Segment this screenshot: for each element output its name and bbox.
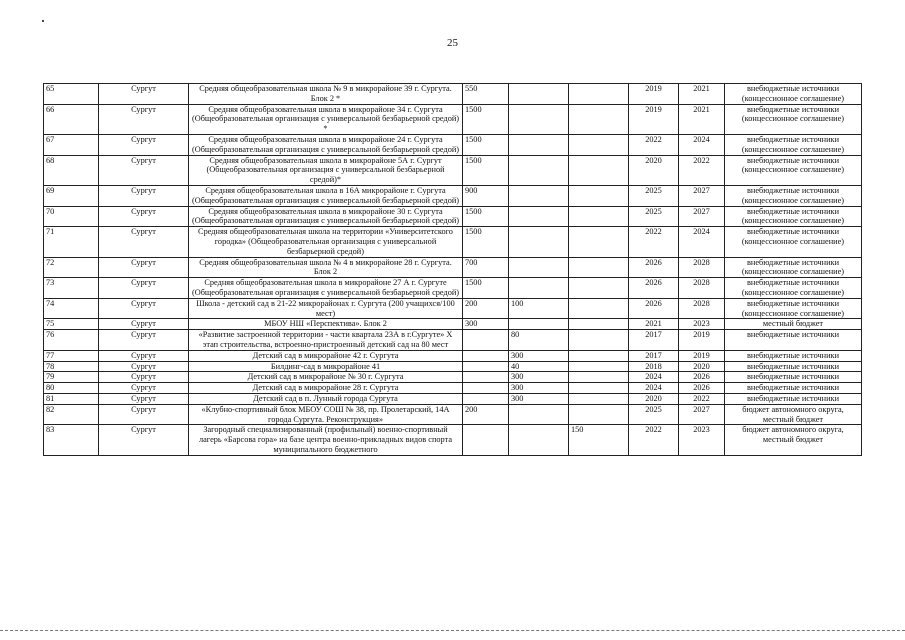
row-number: 69 (44, 185, 99, 206)
scan-speck (42, 20, 44, 22)
row-capacity-other (569, 393, 629, 404)
row-start-year: 2025 (629, 185, 679, 206)
row-capacity-kindergarten (509, 155, 569, 185)
row-end-year: 2026 (679, 383, 725, 394)
row-capacity-kindergarten: 300 (509, 383, 569, 394)
row-municipality: Сургут (99, 425, 189, 455)
row-capacity-kindergarten: 80 (509, 330, 569, 351)
row-capacity-school: 900 (463, 185, 509, 206)
row-capacity-other (569, 383, 629, 394)
row-municipality: Сургут (99, 330, 189, 351)
row-funding-source: внебюджетные источники (концессионное соглашение) (725, 185, 862, 206)
row-capacity-school: 1500 (463, 206, 509, 227)
row-object-name: Средняя общеобразовательная школа в микрорайоне 34 г. Сургута (Общеобразовательная организация с универсальной безбарьерной средой) * (189, 104, 463, 134)
row-end-year: 2022 (679, 155, 725, 185)
row-end-year: 2027 (679, 206, 725, 227)
row-funding-source: внебюджетные источники (концессионное соглашение) (725, 84, 862, 105)
row-number: 81 (44, 393, 99, 404)
row-end-year: 2022 (679, 393, 725, 404)
row-capacity-other (569, 278, 629, 299)
row-object-name: Детский сад в микрорайоне 42 г. Сургута (189, 350, 463, 361)
row-capacity-kindergarten (509, 84, 569, 105)
row-municipality: Сургут (99, 155, 189, 185)
table-row (44, 155, 862, 185)
row-number: 77 (44, 350, 99, 361)
row-municipality: Сургут (99, 257, 189, 278)
row-funding-source: внебюджетные источники (концессионное соглашение) (725, 104, 862, 134)
row-municipality: Сургут (99, 350, 189, 361)
row-funding-source: внебюджетные источники (725, 372, 862, 383)
row-object-name: Средняя общеобразовательная школа № 9 в микрорайоне 39 г. Сургута. Блок 2 * (189, 84, 463, 105)
row-capacity-other (569, 104, 629, 134)
row-end-year: 2021 (679, 84, 725, 105)
row-capacity-kindergarten: 300 (509, 372, 569, 383)
row-municipality: Сургут (99, 104, 189, 134)
table-row (44, 350, 862, 361)
row-end-year: 2024 (679, 227, 725, 257)
row-object-name: МБОУ НШ «Перспектива». Блок 2 (189, 319, 463, 330)
row-funding-source: внебюджетные источники (725, 361, 862, 372)
row-end-year: 2027 (679, 404, 725, 425)
row-capacity-school: 1500 (463, 104, 509, 134)
row-capacity-school: 300 (463, 319, 509, 330)
row-start-year: 2021 (629, 319, 679, 330)
row-object-name: Средняя общеобразовательная школа в микрорайоне 27 А г. Сургуте (Общеобразовательная организация с универсальной безбарьерной средой) (189, 278, 463, 299)
row-number: 72 (44, 257, 99, 278)
row-capacity-school (463, 425, 509, 455)
row-end-year: 2024 (679, 134, 725, 155)
table-row (44, 298, 862, 319)
row-funding-source: внебюджетные источники (концессионное соглашение) (725, 257, 862, 278)
row-funding-source: внебюджетные источники (725, 383, 862, 394)
row-number: 79 (44, 372, 99, 383)
row-object-name: Детский сад в микрорайоне № 30 г. Сургута (189, 372, 463, 383)
row-end-year: 2028 (679, 298, 725, 319)
row-capacity-other (569, 372, 629, 383)
row-funding-source: внебюджетные источники (концессионное соглашение) (725, 155, 862, 185)
row-capacity-school: 200 (463, 404, 509, 425)
row-end-year: 2019 (679, 350, 725, 361)
row-end-year: 2023 (679, 425, 725, 455)
row-funding-source: внебюджетные источники (концессионное соглашение) (725, 134, 862, 155)
row-object-name: Загородный специализированный (профильный) военно-спортивный лагерь «Барсова гора» на базе центра военно-прикладных видов спорта муниципального бюджетного (189, 425, 463, 455)
row-funding-source: внебюджетные источники (концессионное соглашение) (725, 227, 862, 257)
row-municipality: Сургут (99, 278, 189, 299)
row-municipality: Сургут (99, 84, 189, 105)
row-municipality: Сургут (99, 361, 189, 372)
row-object-name: Средняя общеобразовательная школа в микрорайоне 30 г. Сургута (Общеобразовательная организация с универсальной безбарьерной средой) (189, 206, 463, 227)
capital-projects-table (43, 83, 862, 456)
row-object-name: Средняя общеобразовательная школа в микрорайоне 5А г. Сургут (Общеобразовательная организация с универсальной безбарьерной средой)* (189, 155, 463, 185)
row-capacity-school: 200 (463, 298, 509, 319)
row-end-year: 2027 (679, 185, 725, 206)
row-object-name: Школа - детский сад в 21-22 микрорайонах г. Сургута (200 учащихся/100 мест) (189, 298, 463, 319)
row-object-name: Детский сад в п. Лунный города Сургута (189, 393, 463, 404)
row-capacity-kindergarten: 40 (509, 361, 569, 372)
table-row (44, 393, 862, 404)
row-start-year: 2024 (629, 383, 679, 394)
table-row (44, 257, 862, 278)
row-capacity-other (569, 319, 629, 330)
row-capacity-kindergarten (509, 257, 569, 278)
row-capacity-school: 1500 (463, 134, 509, 155)
row-end-year: 2020 (679, 361, 725, 372)
row-object-name: Детский сад в микрорайоне 28 г. Сургута (189, 383, 463, 394)
row-end-year: 2028 (679, 257, 725, 278)
row-end-year: 2023 (679, 319, 725, 330)
row-capacity-kindergarten (509, 185, 569, 206)
row-number: 75 (44, 319, 99, 330)
row-capacity-kindergarten (509, 319, 569, 330)
row-end-year: 2019 (679, 330, 725, 351)
row-end-year: 2028 (679, 278, 725, 299)
row-end-year: 2021 (679, 104, 725, 134)
row-capacity-kindergarten: 300 (509, 350, 569, 361)
row-start-year: 2022 (629, 227, 679, 257)
row-number: 73 (44, 278, 99, 299)
row-capacity-kindergarten: 300 (509, 393, 569, 404)
row-capacity-kindergarten (509, 278, 569, 299)
row-funding-source: внебюджетные источники (725, 330, 862, 351)
row-start-year: 2026 (629, 278, 679, 299)
table-row (44, 206, 862, 227)
row-capacity-kindergarten (509, 104, 569, 134)
row-start-year: 2020 (629, 155, 679, 185)
row-funding-source: внебюджетные источники (концессионное соглашение) (725, 298, 862, 319)
row-municipality: Сургут (99, 372, 189, 383)
table-row (44, 278, 862, 299)
table-row (44, 319, 862, 330)
row-number: 80 (44, 383, 99, 394)
row-capacity-other (569, 330, 629, 351)
row-municipality: Сургут (99, 227, 189, 257)
row-capacity-school (463, 393, 509, 404)
page-bottom-edge (0, 630, 905, 631)
row-capacity-other (569, 298, 629, 319)
row-capacity-other (569, 206, 629, 227)
row-object-name: Билдинг-сад в микрорайоне 41 (189, 361, 463, 372)
row-start-year: 2025 (629, 206, 679, 227)
row-capacity-kindergarten (509, 206, 569, 227)
table-row (44, 134, 862, 155)
row-capacity-school (463, 350, 509, 361)
row-capacity-kindergarten (509, 134, 569, 155)
row-capacity-other (569, 350, 629, 361)
row-funding-source: бюджет автономного округа, местный бюджет (725, 404, 862, 425)
row-start-year: 2020 (629, 393, 679, 404)
table-row (44, 104, 862, 134)
row-start-year: 2022 (629, 425, 679, 455)
row-funding-source: местный бюджет (725, 319, 862, 330)
row-funding-source: внебюджетные источники (725, 393, 862, 404)
row-municipality: Сургут (99, 298, 189, 319)
row-number: 65 (44, 84, 99, 105)
row-capacity-other (569, 361, 629, 372)
table-row (44, 383, 862, 394)
row-funding-source: внебюджетные источники (725, 350, 862, 361)
row-start-year: 2017 (629, 350, 679, 361)
page-number: 25 (447, 37, 458, 49)
row-capacity-school (463, 383, 509, 394)
row-capacity-school: 1500 (463, 278, 509, 299)
row-municipality: Сургут (99, 134, 189, 155)
row-municipality: Сургут (99, 185, 189, 206)
row-capacity-school (463, 330, 509, 351)
row-object-name: Средняя общеобразовательная школа в микрорайоне 24 г. Сургута (Общеобразовательная организация с универсальной безбарьерной средой) (189, 134, 463, 155)
row-capacity-other: 150 (569, 425, 629, 455)
row-capacity-other (569, 227, 629, 257)
row-municipality: Сургут (99, 404, 189, 425)
row-object-name: «Развитие застроенной территории - части квартала 23А в г.Сургуте» Х этап строительства, встроенно-пристроенный детский сад на 80 мест (189, 330, 463, 351)
row-capacity-other (569, 84, 629, 105)
table-row (44, 84, 862, 105)
row-capacity-other (569, 404, 629, 425)
row-capacity-other (569, 155, 629, 185)
row-start-year: 2026 (629, 298, 679, 319)
table-row (44, 227, 862, 257)
row-capacity-school: 550 (463, 84, 509, 105)
row-object-name: Средняя общеобразовательная школа в 16А микрорайоне г. Сургута (Общеобразовательная организация с универсальной безбарьерной средой) (189, 185, 463, 206)
row-capacity-kindergarten (509, 227, 569, 257)
row-end-year: 2026 (679, 372, 725, 383)
table-row (44, 361, 862, 372)
row-capacity-school (463, 361, 509, 372)
row-capacity-kindergarten (509, 425, 569, 455)
row-number: 70 (44, 206, 99, 227)
row-capacity-other (569, 185, 629, 206)
row-start-year: 2018 (629, 361, 679, 372)
row-funding-source: бюджет автономного округа, местный бюджет (725, 425, 862, 455)
row-number: 74 (44, 298, 99, 319)
table-row (44, 330, 862, 351)
row-municipality: Сургут (99, 319, 189, 330)
row-municipality: Сургут (99, 206, 189, 227)
row-start-year: 2024 (629, 372, 679, 383)
row-capacity-kindergarten (509, 404, 569, 425)
row-start-year: 2025 (629, 404, 679, 425)
row-start-year: 2026 (629, 257, 679, 278)
row-start-year: 2022 (629, 134, 679, 155)
table-row (44, 185, 862, 206)
row-object-name: Средняя общеобразовательная школа № 4 в микрорайоне 28 г. Сургута. Блок 2 (189, 257, 463, 278)
row-number: 83 (44, 425, 99, 455)
row-number: 68 (44, 155, 99, 185)
row-capacity-other (569, 257, 629, 278)
row-capacity-school: 1500 (463, 155, 509, 185)
row-number: 67 (44, 134, 99, 155)
row-number: 76 (44, 330, 99, 351)
row-start-year: 2019 (629, 84, 679, 105)
row-capacity-school: 700 (463, 257, 509, 278)
row-start-year: 2019 (629, 104, 679, 134)
row-start-year: 2017 (629, 330, 679, 351)
row-capacity-school: 1500 (463, 227, 509, 257)
row-number: 71 (44, 227, 99, 257)
row-object-name: «Клубно-спортивный блок МБОУ СОШ № 38, пр. Пролетарский, 14А города Сургута. Реконструкция» (189, 404, 463, 425)
row-municipality: Сургут (99, 393, 189, 404)
row-capacity-other (569, 134, 629, 155)
row-capacity-school (463, 372, 509, 383)
row-number: 78 (44, 361, 99, 372)
row-object-name: Средняя общеобразовательная школа на территории «Университетского городка» (Общеобразовательная организация с универсальной безбарьерной средой) (189, 227, 463, 257)
row-funding-source: внебюджетные источники (концессионное соглашение) (725, 206, 862, 227)
row-municipality: Сургут (99, 383, 189, 394)
table-row (44, 425, 862, 455)
table-row (44, 404, 862, 425)
row-number: 66 (44, 104, 99, 134)
row-number: 82 (44, 404, 99, 425)
row-funding-source: внебюджетные источники (концессионное соглашение) (725, 278, 862, 299)
row-capacity-kindergarten: 100 (509, 298, 569, 319)
table-row (44, 372, 862, 383)
table-body (44, 84, 862, 456)
